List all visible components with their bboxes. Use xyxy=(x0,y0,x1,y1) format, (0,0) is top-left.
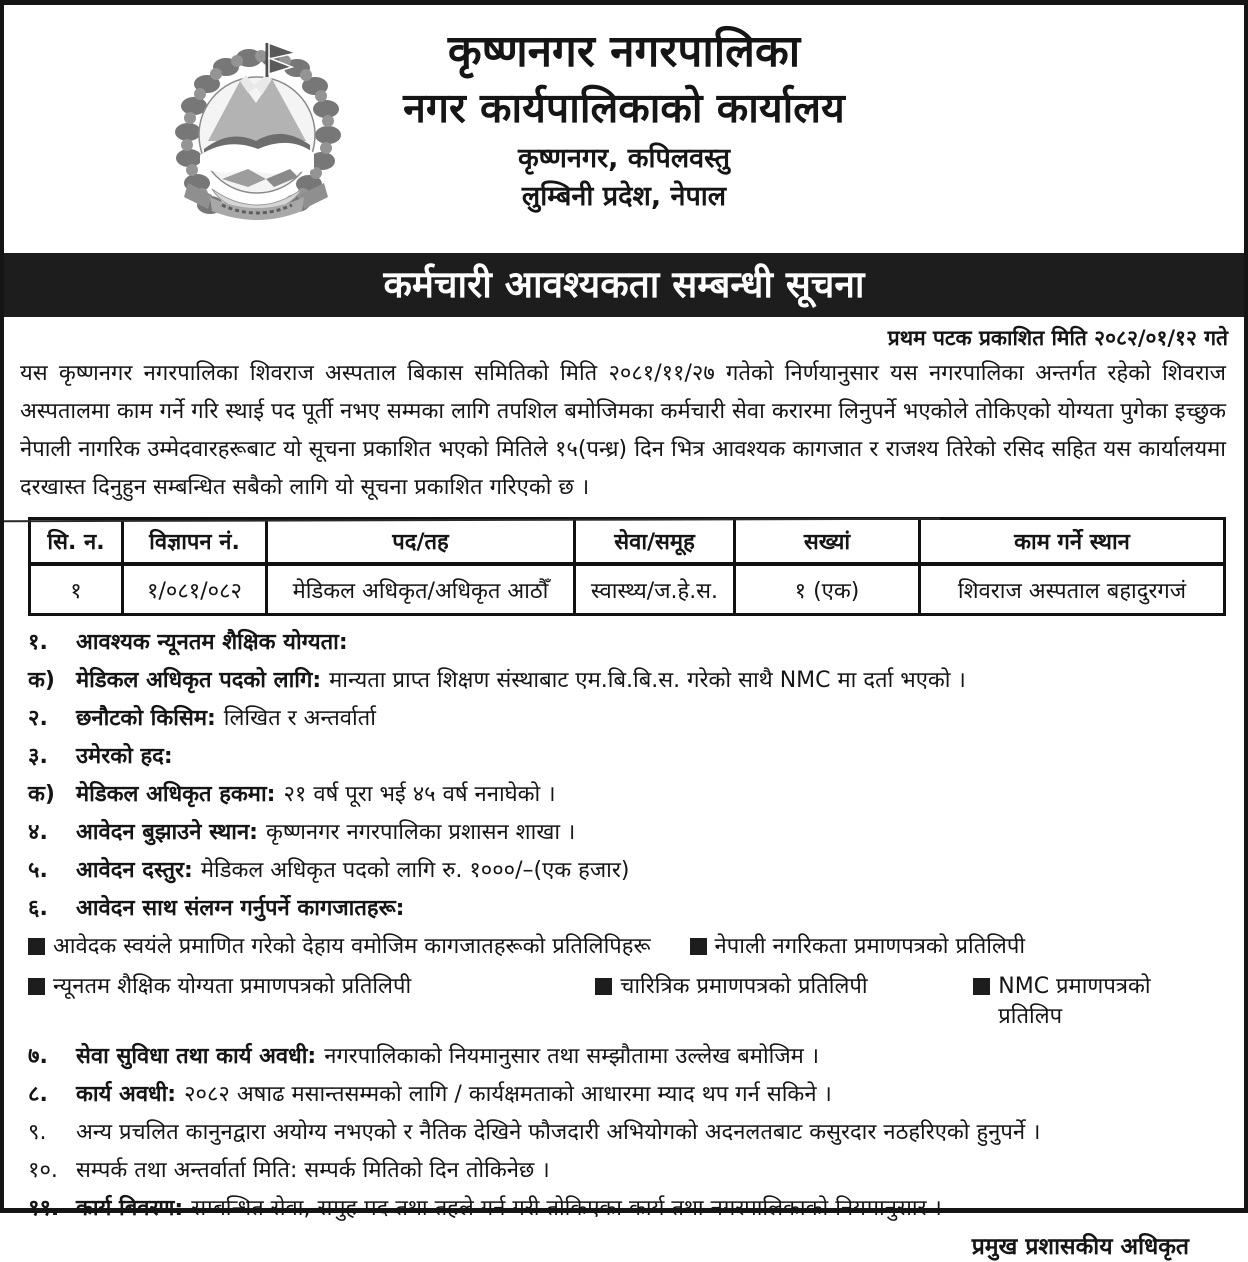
col-header-post-level: पद/तह xyxy=(267,519,575,565)
item-number: क) xyxy=(28,782,55,807)
office-name: नगर कार्यपालिकाको कार्यालय xyxy=(403,84,845,133)
documents-row-1 xyxy=(28,932,1220,962)
square-bullet-icon xyxy=(28,938,45,955)
list-item-5 xyxy=(28,856,1220,886)
item-number: ५. xyxy=(28,858,48,883)
document-item xyxy=(595,972,973,1032)
conditions-list xyxy=(28,628,1220,1224)
list-item-10 xyxy=(28,1156,1220,1186)
col-header-service-group: सेवा/समूह xyxy=(575,519,735,565)
item-number: २. xyxy=(28,706,48,731)
document-item xyxy=(28,972,595,1032)
document-label: आवेदक स्वयंले प्रमाणित गरेको देहाय वमोजिम कागजातहरूको प्रतिलिपिहरू xyxy=(53,934,651,959)
document-label: नेपाली नगरिकता प्रमाणपत्रको प्रतिलिपी xyxy=(714,934,1026,959)
col-header-serial-no: सि. न. xyxy=(30,519,123,565)
item-label: उमेरको हद: xyxy=(76,744,173,769)
item-number: ७. xyxy=(28,1044,48,1069)
item-text: २१ वर्ष पूरा भई ४५ वर्ष ननाघेको । xyxy=(283,782,556,807)
document-item xyxy=(690,932,1220,962)
office-address: कृष्णनगर, कपिलवस्तु xyxy=(517,143,731,175)
item-number: १. xyxy=(28,630,48,655)
notice-title: कर्मचारी आवश्यकता सम्बन्धी सूचना xyxy=(383,263,865,306)
notice-title-banner xyxy=(4,253,1244,317)
org-name: कृष्णनगर नगरपालिका xyxy=(447,26,801,77)
cell-serial-no: १ xyxy=(30,564,123,615)
list-item-1 xyxy=(28,628,1220,658)
list-item-8 xyxy=(28,1080,1220,1110)
list-item-2 xyxy=(28,704,1220,734)
item-label: मेडिकल अधिकृत हकमा: xyxy=(76,782,276,807)
item-number: क) xyxy=(28,668,55,693)
item-text: २०८२ अषाढ मसान्तसम्मको लागि / कार्यक्षमताको आधारमा म्याद थप गर्न सकिने । xyxy=(184,1082,832,1107)
document-label: चारित्रिक प्रमाणपत्रको प्रतिलिपी xyxy=(620,974,868,999)
list-item-6 xyxy=(28,894,1220,924)
documents-row-2 xyxy=(28,972,1220,1032)
published-date: प्रथम पटक प्रकाशित मिति २०८२/०१/१२ गते xyxy=(887,326,1228,350)
list-item-11 xyxy=(28,1194,1220,1224)
cell-advert-no: १/०८१/०८२ xyxy=(123,564,267,615)
province-line: लुम्बिनी प्रदेश, नेपाल xyxy=(521,181,727,213)
item-number: ११. xyxy=(28,1196,60,1221)
item-text: मेडिकल अधिकृत पदको लागि रु. १०००/–(एक हजार) xyxy=(200,858,630,883)
cell-post-level: मेडिकल अधिकृत/अधिकृत आठौँ xyxy=(267,564,575,615)
item-label: आवश्यक न्यूनतम शैक्षिक योग्यता: xyxy=(76,630,348,655)
item-label: छनौटको किसिम: xyxy=(76,706,216,731)
intro-paragraph: यस कृष्णनगर नगरपालिका शिवराज अस्पताल बिकास समितिको मिति २०८१/११/२७ गतेको निर्णयानुसार यस नगरपालिका अन्तर्गत रहेको शिवराज अस्पतालमा काम गर्ने गरि स्थाई पद पूर्ती नभए सम्मका लागि तपशिल बमोजिमका कर्मचारी सेवा करारमा लिनुपर्ने भएकोले तोकिएको योग्यता पुगेका इच्छुक नेपाली नागरिक उम्मेदवारहरूबाट यो सूचना प्रकाशित भएको मितिले १५(पन्ध्र) दिन भित्र आवश्यक कागजात र राजश्य तिरेको रसिद सहित यस कार्यालयमा दरखास्त दिनुहुन सम्बन्धित सबैको लागि यो सूचना प्रकाशित गरिएको छ । xyxy=(20,361,1227,500)
cell-work-place: शिवराज अस्पताल बहादुरगजं xyxy=(920,564,1225,615)
list-item-4 xyxy=(28,818,1220,848)
item-label: आवेदन साथ संलग्न गर्नुपर्ने कागजातहरू: xyxy=(76,896,405,921)
item-number: ३. xyxy=(28,744,48,769)
municipality-emblem-logo xyxy=(170,37,342,235)
document-item xyxy=(973,972,1220,1032)
vacancy-table xyxy=(28,517,1226,616)
table-row xyxy=(30,564,1225,615)
item-label: कार्य अवधी: xyxy=(76,1082,177,1107)
item-text: सम्पर्क तथा अन्तर्वार्ता मिति: सम्पर्क मितिको दिन तोकिनेछ । xyxy=(76,1158,550,1183)
item-number: ६. xyxy=(28,896,48,921)
list-item-1a xyxy=(28,666,1220,696)
item-text: नगरपालिकाको नियमानुसार तथा सम्झौतामा उल्लेख बमोजिम । xyxy=(324,1044,820,1069)
col-header-advert-no: विज्ञापन नं. xyxy=(123,519,267,565)
item-text: अन्य प्रचलित कानुनद्वारा अयोग्य नभएको र नैतिक देखिने फौजदारी अभियोगको अदनलतबाट कसुरदार नठहरिएको हुनुपर्ने । xyxy=(76,1120,1041,1145)
item-label: मेडिकल अधिकृत पदको लागि: xyxy=(76,668,322,693)
signatory-title: प्रमुख प्रशासकीय अधिकृत xyxy=(971,1234,1189,1260)
item-number: ८. xyxy=(28,1082,48,1107)
document-label: NMC प्रमाणपत्रको प्रतिलिप xyxy=(998,974,1151,1029)
item-number: ४. xyxy=(28,820,48,845)
list-item-3 xyxy=(28,742,1220,772)
cell-service-group: स्वास्थ्य/ज.हे.स. xyxy=(575,564,735,615)
square-bullet-icon xyxy=(28,978,45,995)
item-number: ९. xyxy=(28,1120,47,1145)
list-item-7 xyxy=(28,1042,1220,1072)
letterhead xyxy=(4,27,1244,253)
item-label: आवेदन बुझाउने स्थान: xyxy=(76,820,258,845)
square-bullet-icon xyxy=(690,938,707,955)
square-bullet-icon xyxy=(595,978,612,995)
list-item-3a xyxy=(28,780,1220,810)
item-label: सेवा सुविधा तथा कार्य अवधी: xyxy=(76,1044,317,1069)
item-text: लिखित र अन्तर्वार्ता xyxy=(223,706,376,731)
item-text: सम्बन्धित सेवा, समुह पद तथा तहले गर्न गरी तोकिएका कार्य तथा नगरपालिकाको नियमानुसार । xyxy=(191,1196,942,1221)
item-text: मान्यता प्राप्त शिक्षण संस्थाबाट एम.बि.बि.स. गरेको साथै NMC मा दर्ता भएको । xyxy=(329,668,966,693)
item-number: १०. xyxy=(28,1158,58,1183)
item-label: कार्य बिवरण: xyxy=(76,1196,184,1221)
list-item-9 xyxy=(28,1118,1220,1148)
col-header-quantity: सख्यां xyxy=(735,519,920,565)
document-label: न्यूनतम शैक्षिक योग्यता प्रमाणपत्रको प्रतिलिपी xyxy=(53,974,412,999)
item-label: आवेदन दस्तुर: xyxy=(76,858,193,883)
document-item xyxy=(28,932,690,962)
item-text: कृष्णनगर नगरपालिका प्रशासन शाखा । xyxy=(265,820,576,845)
col-header-work-place: काम गर्ने स्थान xyxy=(920,519,1225,565)
cell-quantity: १ (एक) xyxy=(735,564,920,615)
table-header-row xyxy=(30,519,1225,565)
square-bullet-icon xyxy=(973,978,990,995)
